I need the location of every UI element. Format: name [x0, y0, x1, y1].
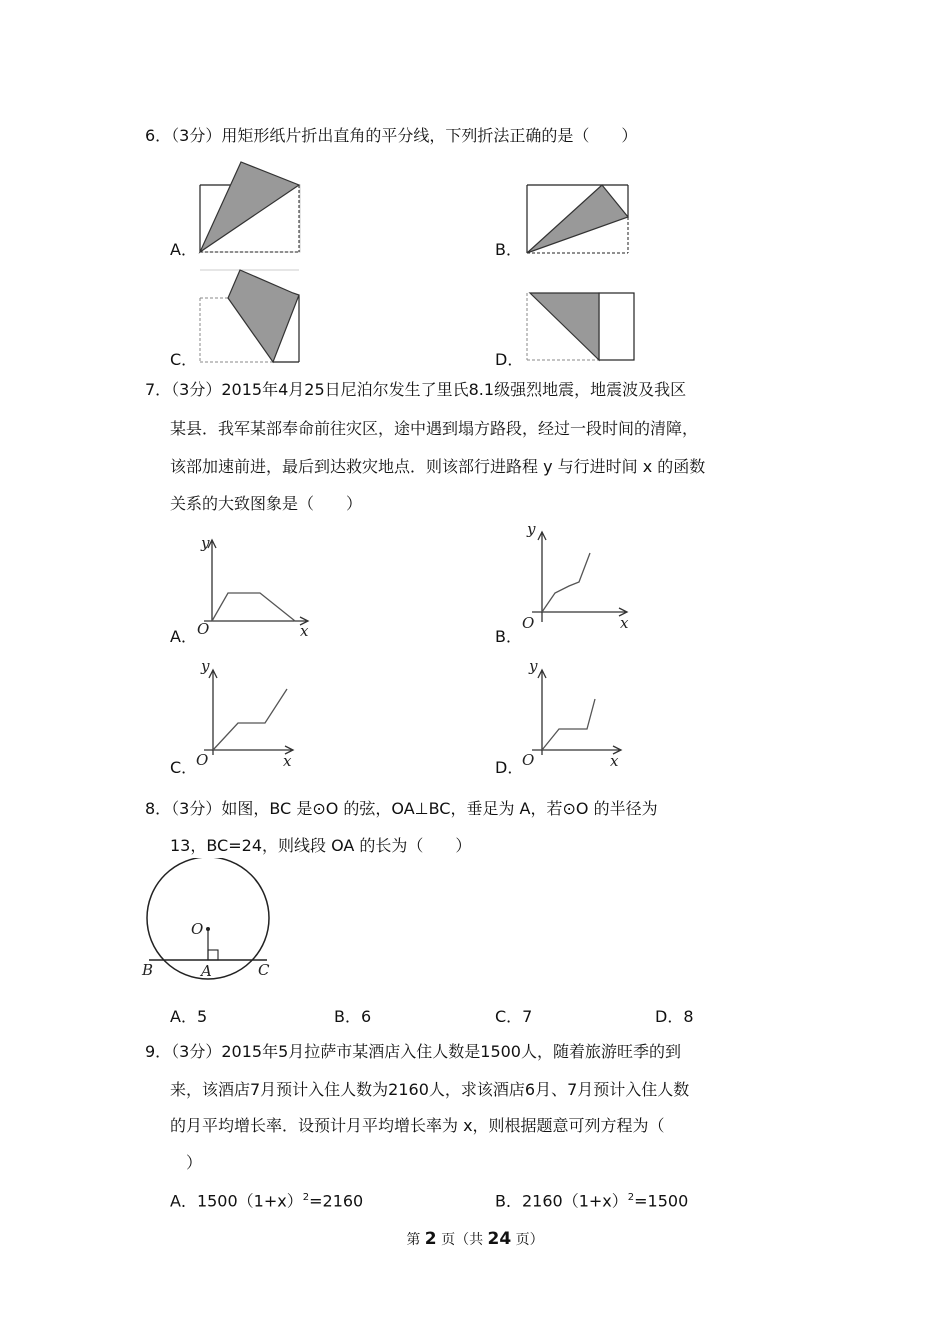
footer-total-pages: 24 [487, 1229, 512, 1249]
q8-option-c: C．7 [495, 1007, 533, 1026]
footer-post: 页） [511, 1232, 544, 1248]
q7-option-d-label: D． [495, 758, 524, 777]
q7-c-origin-label: O [196, 751, 209, 769]
q8-line-2: 13，BC=24，则线段 OA 的长为（ ） [170, 836, 472, 855]
q7-option-c-label: C． [170, 758, 198, 777]
q6-option-c-label: C． [170, 350, 198, 369]
q9-option-b-post: =1500 [634, 1191, 689, 1211]
footer-pre: 第 [406, 1232, 425, 1248]
q7-graph-c [190, 655, 305, 770]
q8-label-o: O [191, 920, 204, 938]
q8-option-d: D．8 [655, 1007, 694, 1026]
q7-graph-b [515, 518, 645, 640]
q7-line-3: 该部加速前进，最后到达救灾地点．则该部行进路程 y 与行进时间 x 的函数 [170, 457, 706, 476]
q7-option-a-label: A． [170, 627, 197, 646]
q7-d-y-label: y [529, 657, 538, 675]
q9-option-a-post: =2160 [309, 1191, 364, 1211]
page-footer [0, 1229, 950, 1249]
q6-option-b-label: B． [495, 240, 522, 259]
q9-option-a-sup: 2 [302, 1192, 310, 1203]
q7-line-2: 某县．我军某部奉命前往灾区，途中遇到塌方路段，经过一段时间的清障， [170, 419, 699, 438]
q7-d-origin-label: O [522, 751, 535, 769]
q6-stem: 6．（3分）用矩形纸片折出直角的平分线，下列折法正确的是（ ） [145, 126, 638, 145]
q8-label-b: B [142, 961, 154, 979]
q7-a-x-label: x [300, 622, 309, 640]
q7-line-4: 关系的大致图象是（ ） [170, 494, 363, 513]
q7-b-origin-label: O [522, 614, 535, 632]
q9-option-b-pre: B．2160（1+x） [495, 1191, 628, 1211]
q9-line-1: 9．（3分）2015年5月拉萨市某酒店入住人数是1500人，随着旅游旺季的到 [145, 1042, 681, 1061]
q7-a-origin-label: O [197, 620, 210, 638]
q6-figure-a [195, 155, 305, 255]
q8-label-c: C [258, 961, 270, 979]
q7-c-y-label: y [201, 657, 210, 675]
q7-option-b-label: B． [495, 627, 522, 646]
q7-line-1: 7．（3分）2015年4月25日尼泊尔发生了里氏8.1级强烈地震，地震波及我区 [145, 380, 687, 399]
q7-graph-d [515, 655, 630, 770]
q6-figure-c [195, 265, 305, 365]
q9-line-2: 来，该酒店7月预计入住人数为2160人，求该酒店6月、7月预计入住人数 [170, 1080, 690, 1099]
q8-option-b: B．6 [334, 1007, 372, 1026]
q6-option-d-label: D． [495, 350, 524, 369]
q8-option-a: A．5 [170, 1007, 208, 1026]
q9-option-b [495, 1188, 688, 1211]
footer-mid: 页（共 [436, 1232, 488, 1248]
q9-option-b-sup: 2 [627, 1192, 635, 1203]
q7-a-y-label: y [201, 534, 210, 552]
q9-line-3: 的月平均增长率．设预计月平均增长率为 x，则根据题意可列方程为（ [170, 1116, 665, 1135]
q7-b-y-label: y [527, 520, 536, 538]
q9-option-a [170, 1188, 363, 1211]
q9-line-4: ） [186, 1153, 203, 1172]
footer-page-number: 2 [424, 1229, 437, 1249]
q8-line-1: 8．（3分）如图，BC 是⊙O 的弦，OA⊥BC，垂足为 A，若⊙O 的半径为 [145, 799, 658, 818]
q8-label-a: A [201, 962, 212, 980]
q6-option-a-label: A． [170, 240, 197, 259]
q6-figure-b [522, 180, 634, 258]
q8-circle-figure [138, 858, 278, 988]
q7-b-x-label: x [620, 614, 629, 632]
q7-graph-a [190, 530, 320, 642]
q9-option-a-pre: A．1500（1+x） [170, 1191, 303, 1211]
q7-c-x-label: x [283, 752, 292, 770]
q6-figure-d [522, 288, 638, 364]
q7-d-x-label: x [610, 752, 619, 770]
